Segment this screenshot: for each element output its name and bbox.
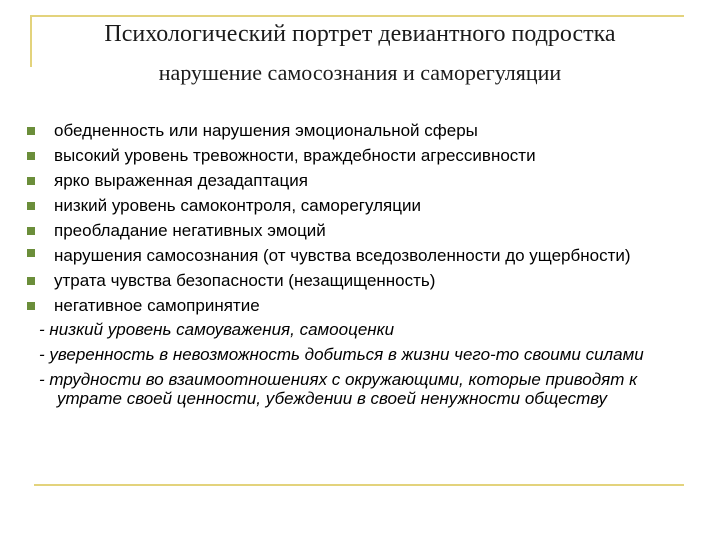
square-bullet-icon	[27, 277, 35, 285]
square-bullet-icon	[27, 202, 35, 210]
sub-list-item: - уверенность в невозможность добиться в жизни чего-то своими силами	[39, 345, 644, 364]
list-item: низкий уровень самоконтроля, саморегуляции	[27, 193, 687, 218]
bullet-list	[27, 118, 687, 318]
square-bullet-icon	[27, 227, 35, 235]
list-item: нарушения самосознания (от чувства вседозволенности до ущербности)	[27, 243, 687, 268]
sub-item-list	[27, 320, 687, 408]
square-bullet-icon	[27, 177, 35, 185]
list-item: негативное самопринятие	[27, 293, 687, 318]
page-title: Психологический портрет девиантного подростка	[104, 21, 616, 47]
list-item: ярко выраженная дезадаптация	[27, 168, 687, 193]
sub-list-item: - трудности во взаимоотношениях с окружающими, которые приводят к утрате своей ценности, убеждении в своей ненужности обществу	[39, 370, 638, 408]
slide-content	[27, 118, 687, 414]
sub-list-item: - низкий уровень самоуважения, самооценки	[39, 320, 395, 339]
square-bullet-icon	[27, 302, 35, 310]
square-bullet-icon	[27, 127, 35, 135]
list-item: утрата чувства безопасности (незащищенность)	[27, 268, 687, 293]
list-item: обедненность или нарушения эмоциональной сферы	[27, 118, 687, 143]
page-subtitle: нарушение самосознания и саморегуляции	[158, 60, 562, 85]
square-bullet-icon	[27, 249, 35, 257]
square-bullet-icon	[27, 152, 35, 160]
list-item: преобладание негативных эмоций	[27, 218, 687, 243]
bottom-divider	[34, 484, 684, 486]
list-item: высокий уровень тревожности, враждебности агрессивности	[27, 143, 687, 168]
